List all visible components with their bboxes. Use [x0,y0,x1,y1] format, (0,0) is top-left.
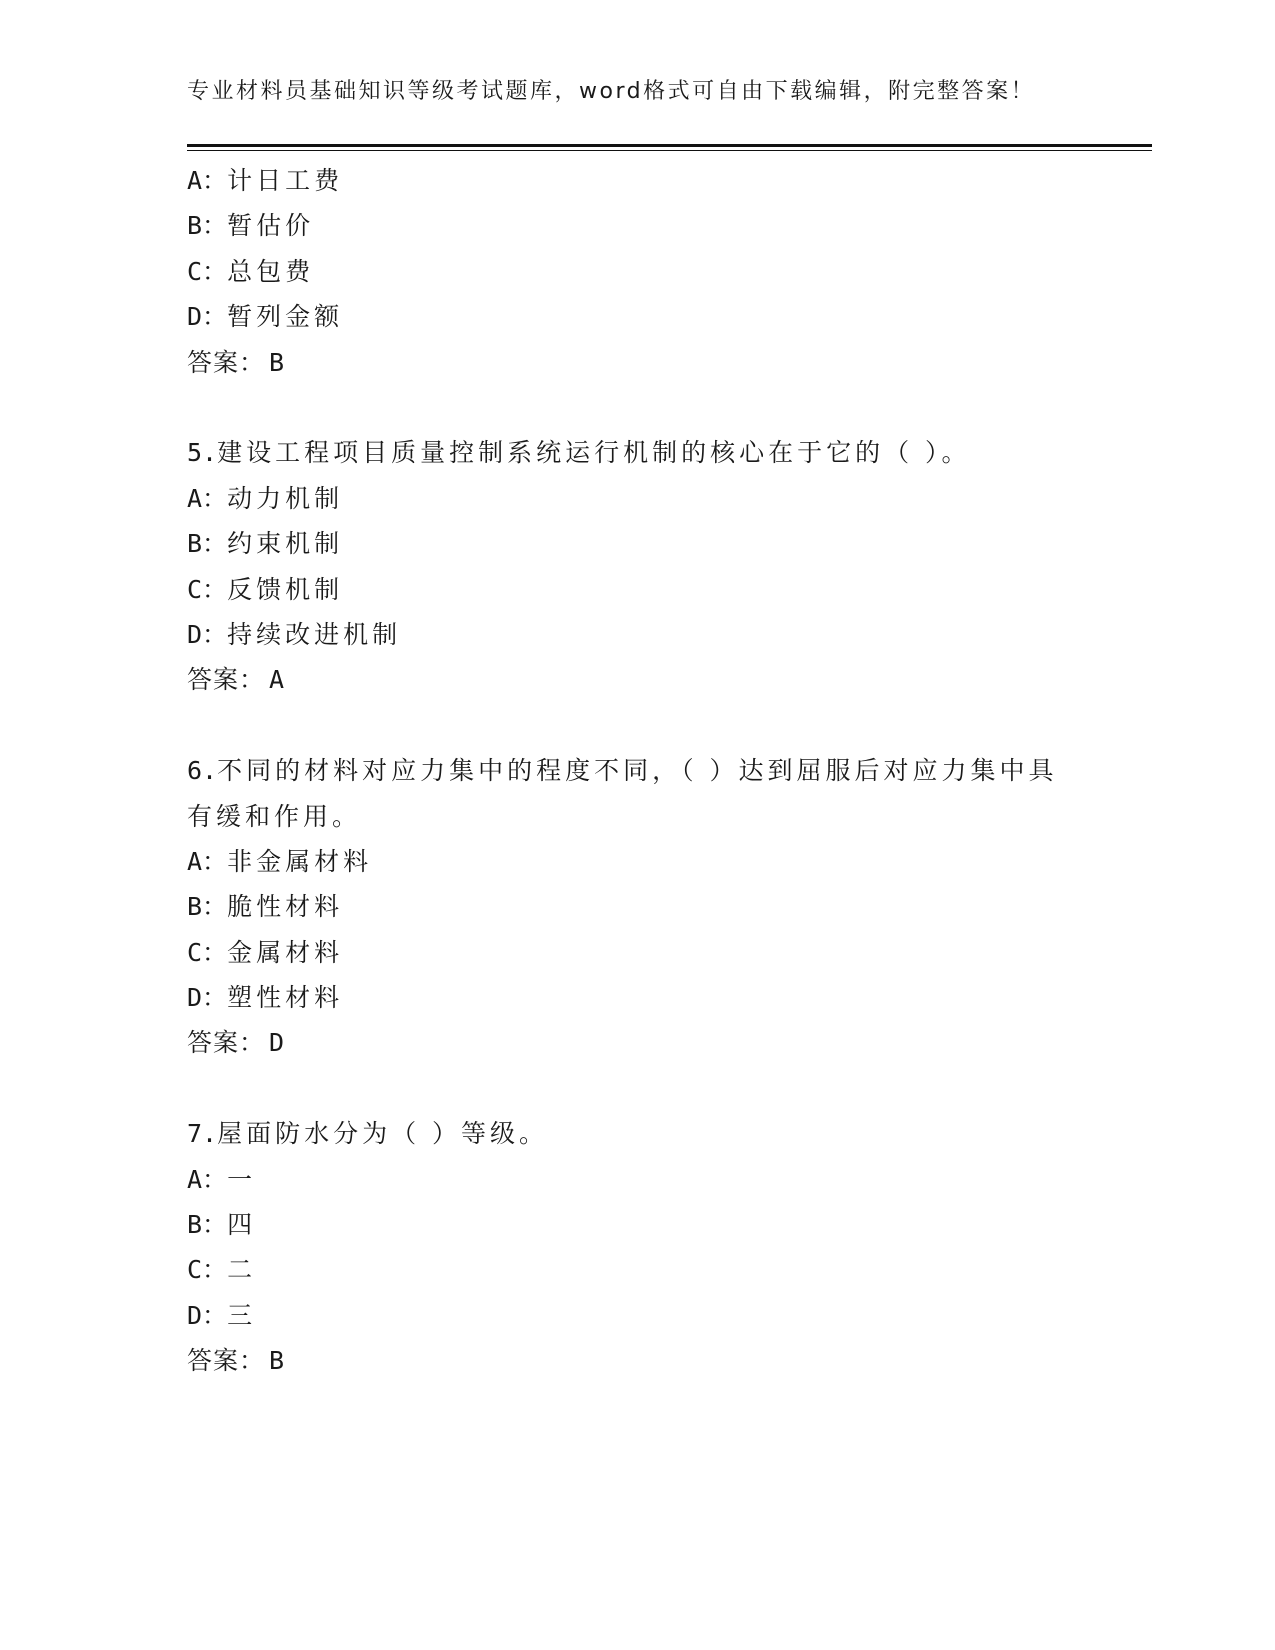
question-4 [187,158,1107,385]
question-list [187,158,1107,1384]
option-b: B：四 [187,1210,257,1240]
option-d: D：持续改进机制 [187,619,402,649]
question-7 [187,1111,1107,1383]
option-c: C：二 [187,1255,257,1285]
option-c: C：反馈机制 [187,574,344,604]
question-stem: 5.建设工程项目质量控制系统运行机制的核心在于它的（ ）。 [187,438,971,468]
option-a: A：动力机制 [187,483,344,513]
option-d: D：塑性材料 [187,983,344,1013]
option-a: A：计日工费 [187,166,344,195]
option-b: B：脆性材料 [187,892,344,922]
question-stem: 7.屋面防水分为（ ）等级。 [187,1119,549,1149]
page-header: 专业材料员基础知识等级考试题库，word格式可自由下载编辑，附完整答案！ [187,79,1036,104]
header-rule-thick [187,144,1152,147]
header-rule-thin [187,150,1152,151]
answer: 答案： A [187,665,286,695]
option-d: D：暂列金额 [187,302,344,332]
option-c: C：金属材料 [187,937,344,967]
option-a: A：一 [187,1164,257,1194]
option-c: C：总包费 [187,256,315,286]
answer: 答案： B [187,1346,286,1376]
question-5 [187,430,1107,702]
answer: 答案： B [187,347,286,377]
question-6 [187,748,1107,1066]
option-b: B：暂估价 [187,211,315,241]
option-d: D：三 [187,1300,257,1330]
question-stem: 6.不同的材料对应力集中的程度不同，（ ）达到屈服后对应力集中具 有缓和作用。 [187,756,1058,831]
answer: 答案： D [187,1028,286,1058]
option-b: B：约束机制 [187,529,344,559]
option-a: A：非金属材料 [187,846,373,876]
